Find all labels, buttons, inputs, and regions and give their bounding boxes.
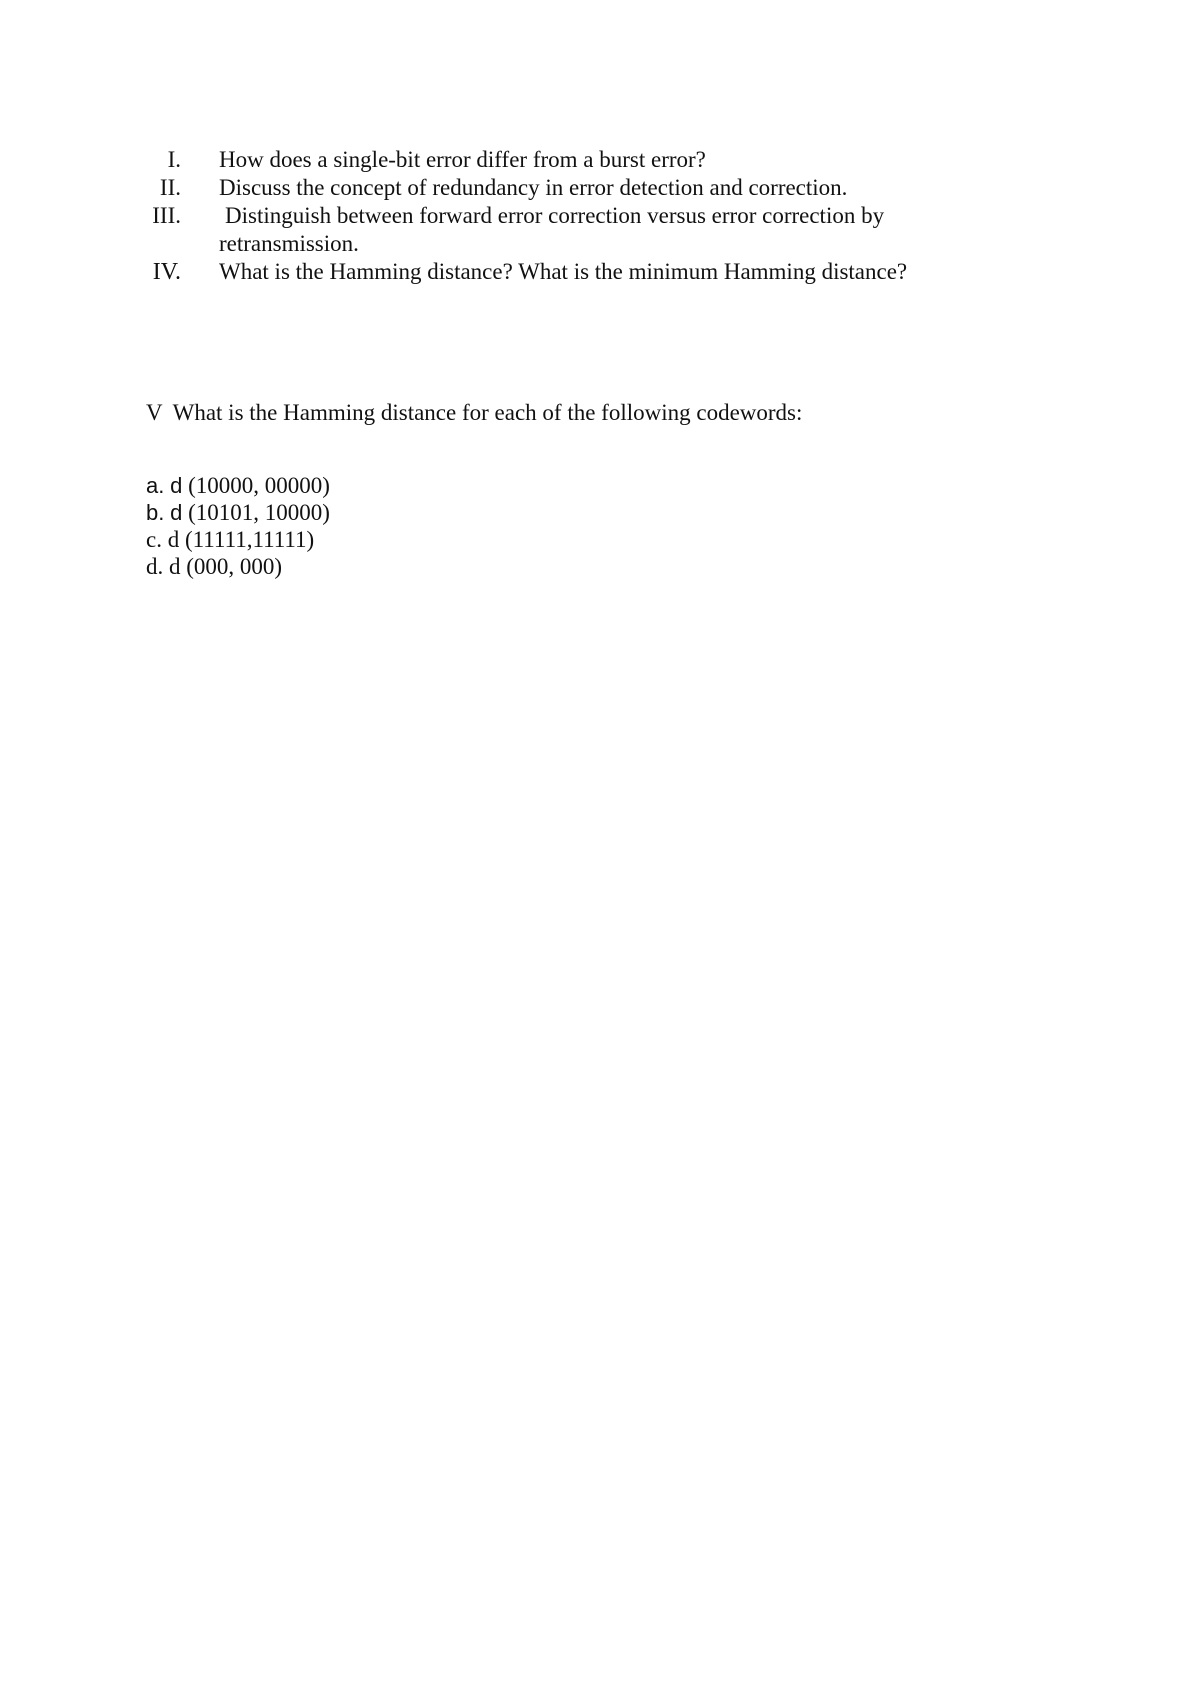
question-text: How does a single-bit error differ from a burst error?	[219, 147, 706, 172]
codeword-list	[146, 472, 330, 580]
question-text: What is the Hamming distance for each of the following codewords:	[172, 400, 803, 425]
question-text: Distinguish between forward error correction versus error correction by retransmission.	[219, 203, 885, 256]
item-label: a.	[146, 473, 165, 498]
item-label: b.	[146, 500, 165, 525]
question-item	[100, 146, 1000, 174]
question-number: V	[146, 400, 163, 425]
item-label: c.	[146, 527, 162, 552]
item-label: d.	[146, 554, 164, 579]
distance-function: d	[170, 473, 183, 498]
codeword-item	[146, 499, 330, 526]
question-five	[146, 399, 802, 427]
codeword-pair: (10101, 10000)	[188, 500, 330, 525]
distance-function: d	[167, 527, 180, 552]
question-number: II.	[159, 175, 181, 200]
question-item	[100, 174, 1000, 202]
codeword-pair: (10000, 00000)	[188, 473, 330, 498]
codeword-item	[146, 472, 330, 499]
question-item	[100, 202, 1000, 258]
distance-function: d	[170, 500, 183, 525]
question-text: Discuss the concept of redundancy in error detection and correction.	[219, 175, 848, 200]
question-list	[100, 146, 1000, 286]
question-number: IV.	[152, 259, 181, 285]
question-number: I.	[167, 147, 181, 172]
codeword-pair: (000, 000)	[186, 554, 283, 579]
question-text: What is the Hamming distance? What is the minimum Hamming distance?	[219, 259, 908, 284]
distance-function: d	[169, 554, 181, 579]
codeword-item	[146, 526, 330, 553]
codeword-pair: (11111,11111)	[184, 527, 315, 552]
question-number: III.	[152, 203, 181, 228]
question-item	[100, 258, 1000, 286]
codeword-item	[146, 553, 330, 580]
